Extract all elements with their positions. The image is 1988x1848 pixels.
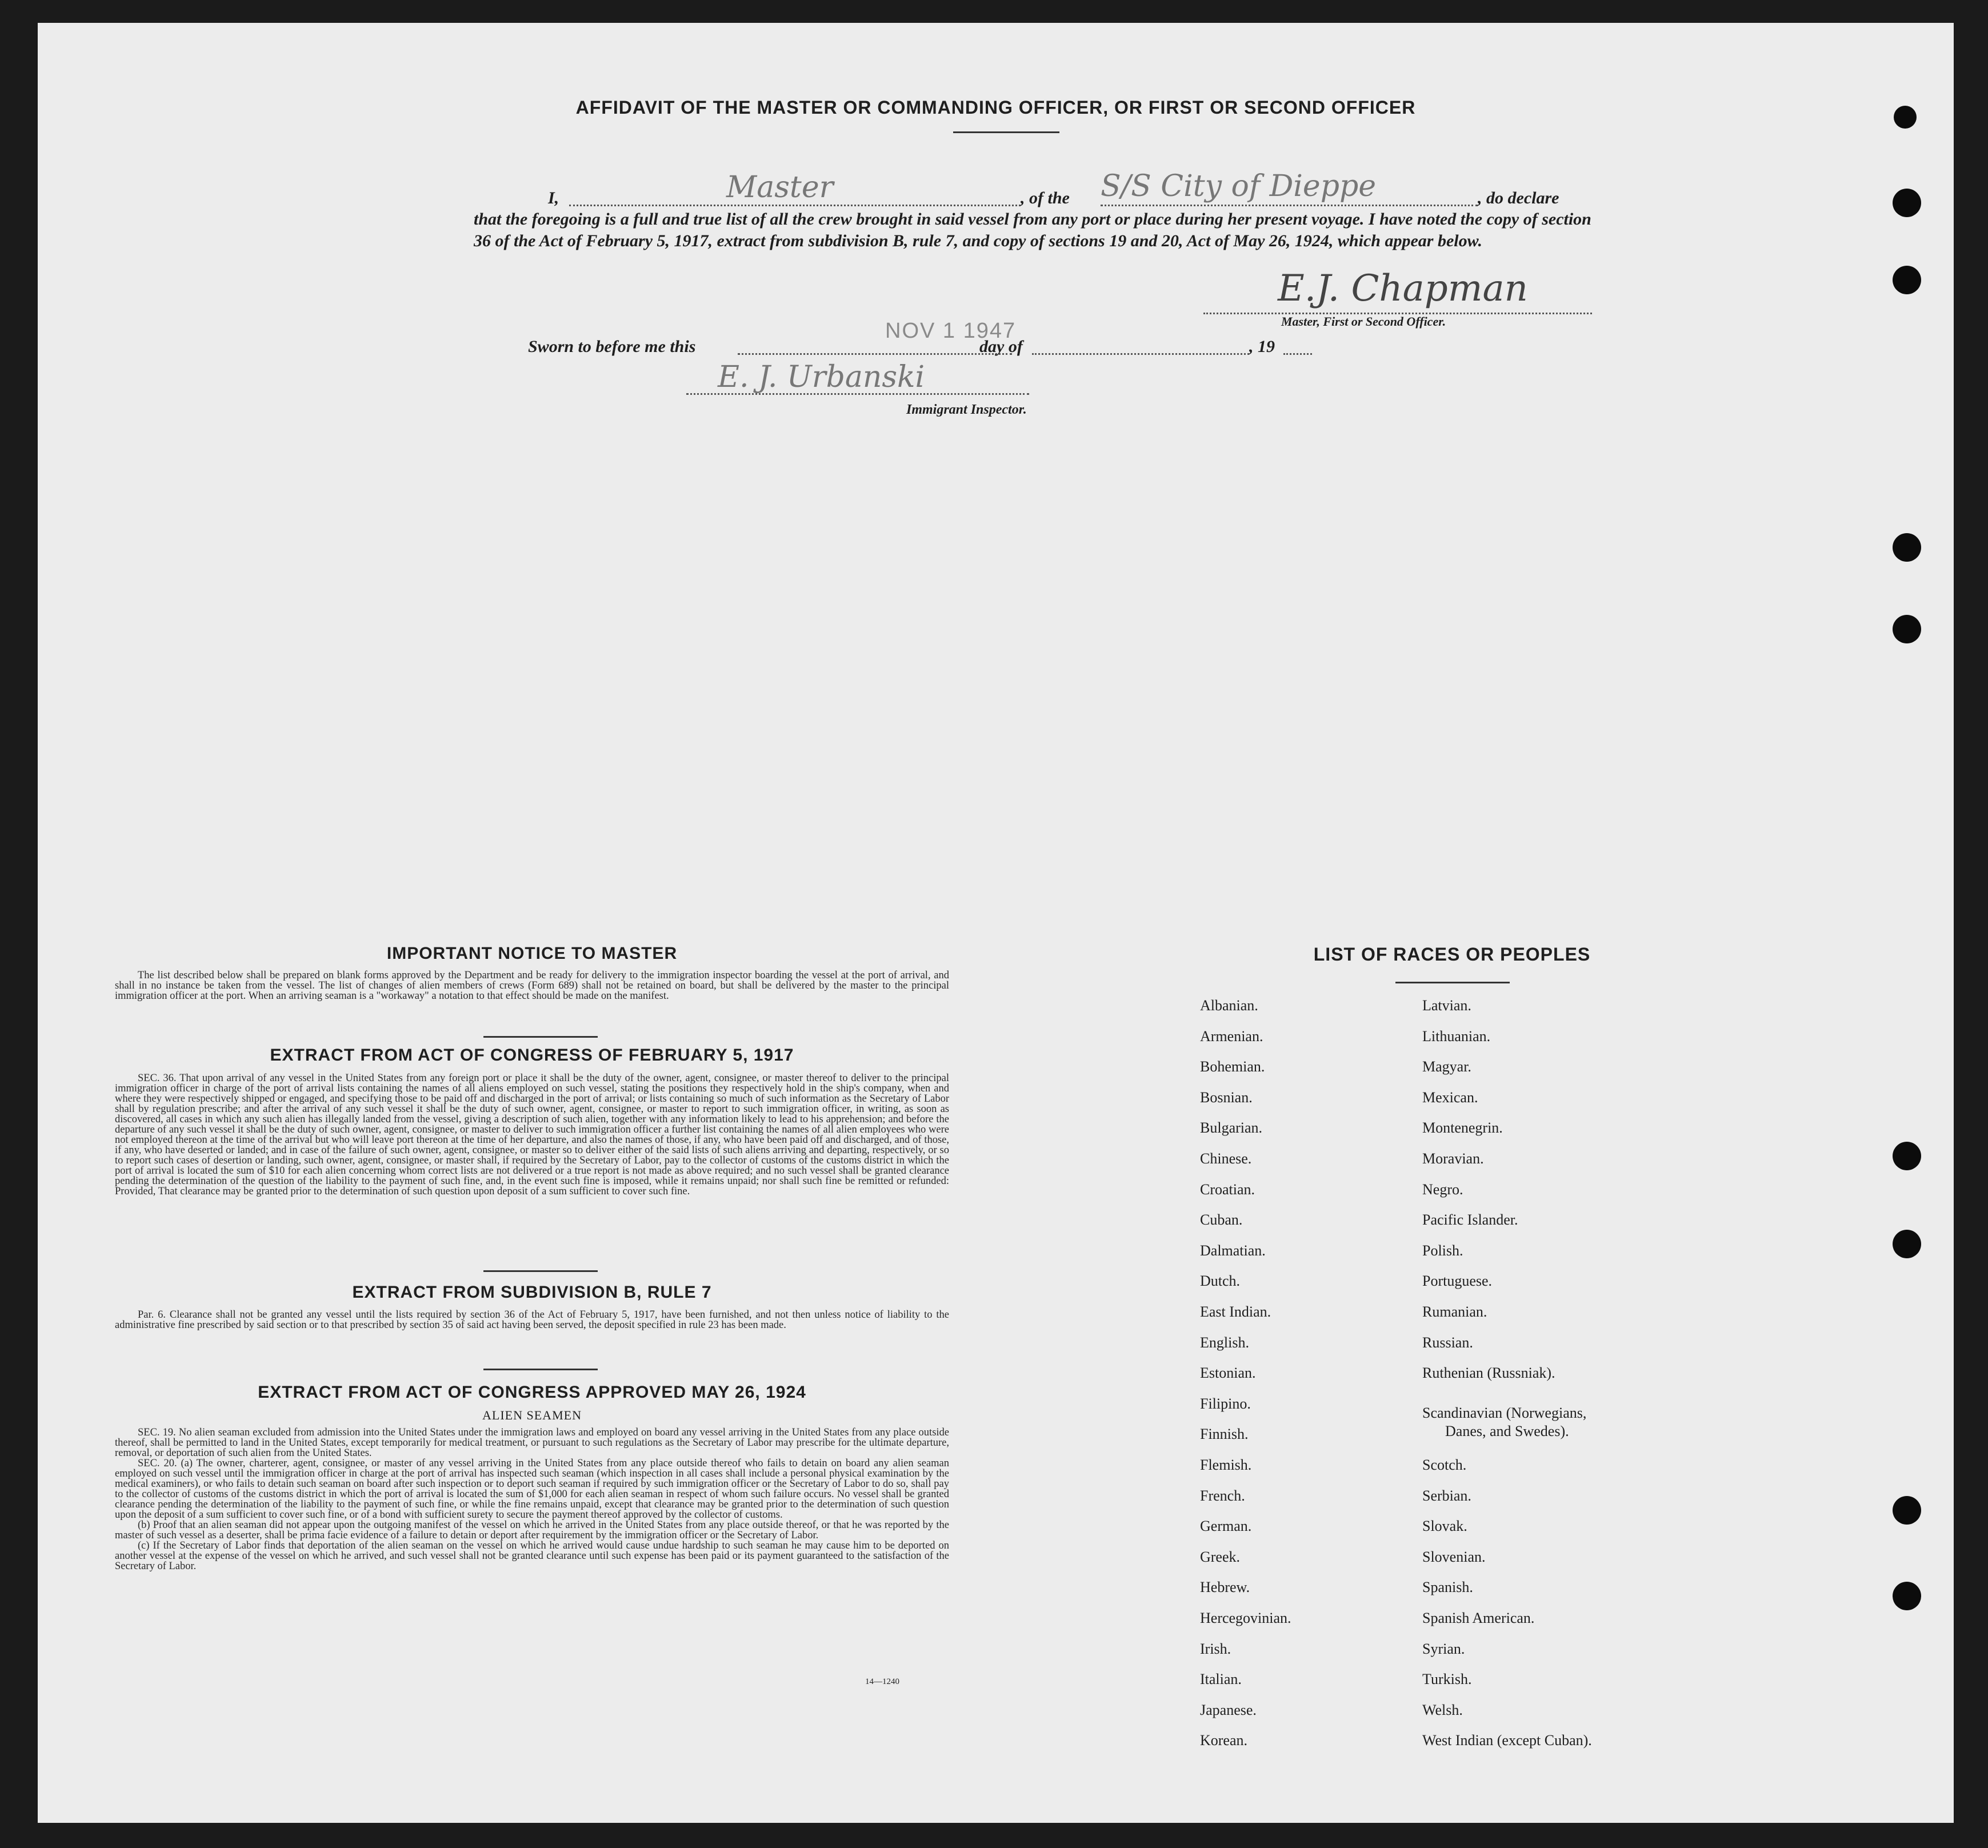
race-item: Turkish. xyxy=(1422,1671,1472,1687)
binder-hole xyxy=(1893,1230,1921,1258)
race-item: Croatian. xyxy=(1200,1181,1255,1198)
officer-signature: E.J. Chapman xyxy=(1278,267,1528,310)
race-item: Estonian. xyxy=(1200,1365,1256,1381)
race-item: Greek. xyxy=(1200,1549,1241,1565)
title-rule xyxy=(953,131,1059,133)
race-item: Korean. xyxy=(1200,1732,1248,1749)
sec-20c-paragraph: (c) If the Secretary of Labor finds that deportation of the alien seaman on the vessel on which he arrived would cause undue hardship to such seaman he may cause him to be deported on another vessel at the expense of the vessel on which he arrived, and such vessel shall not be granted clearance until such expense has been paid or its payment guaranteed to the satisfaction of the Secretary of Labor. xyxy=(115,1540,949,1572)
form-number: 14—1240 xyxy=(865,1677,899,1686)
race-item: Flemish. xyxy=(1200,1457,1252,1473)
sworn-label: Sworn to before me this xyxy=(528,337,696,356)
extract-1924-text xyxy=(115,1427,949,1571)
race-item: Albanian. xyxy=(1200,997,1258,1014)
race-item: Spanish American. xyxy=(1422,1610,1535,1626)
race-item: French. xyxy=(1200,1487,1245,1504)
race-item: Chinese. xyxy=(1200,1150,1252,1167)
race-item: Lithuanian. xyxy=(1422,1028,1491,1045)
extract-1924-title: EXTRACT FROM ACT OF CONGRESS APPROVED MAY 26, 1924 xyxy=(258,1383,806,1402)
i-label: I, xyxy=(548,189,559,207)
extract-1917-rule xyxy=(483,1270,598,1272)
race-item: Latvian. xyxy=(1422,997,1471,1014)
races-title: LIST OF RACES OR PEOPLES xyxy=(1313,944,1591,965)
race-item: Mexican. xyxy=(1422,1089,1478,1106)
race-item: Slovak. xyxy=(1422,1518,1467,1534)
races-rule xyxy=(1395,982,1510,983)
extract-1917-title: EXTRACT FROM ACT OF CONGRESS OF FEBRUARY 5, 1917 xyxy=(270,1046,794,1065)
race-item: Syrian. xyxy=(1422,1641,1465,1657)
race-item: Bosnian. xyxy=(1200,1089,1253,1106)
race-item: East Indian. xyxy=(1200,1303,1271,1320)
rule7-title: EXTRACT FROM SUBDIVISION B, RULE 7 xyxy=(352,1283,712,1302)
race-item: Scandinavian (Norwegians, xyxy=(1422,1405,1587,1421)
race-item: Serbian. xyxy=(1422,1487,1471,1504)
vessel-name-line xyxy=(1101,205,1478,206)
race-item: Finnish. xyxy=(1200,1426,1249,1442)
race-item: Pacific Islander. xyxy=(1422,1211,1518,1228)
race-item: English. xyxy=(1200,1334,1249,1351)
day-of-label: day of xyxy=(979,337,1023,356)
inspector-line xyxy=(686,393,1029,395)
race-item: Irish. xyxy=(1200,1641,1231,1657)
notice-rule xyxy=(483,1036,598,1038)
binder-hole xyxy=(1893,1142,1921,1170)
race-item: Italian. xyxy=(1200,1671,1242,1687)
extract-1917-text: SEC. 36. That upon arrival of any vessel in the United States from any foreign port or place it shall be the duty of the owner, agent, consignee, or master thereof to deliver to the principal immigration officer in charge of the port of arrival lists containing the names of all aliens employed on such vessel, stating the positions they respectively hold in the ship's company, when and where they were respectively shipped or engaged, and specifying those to be paid off and discharged in the port of arrival; or lists containing so much of such information as the Secretary of Labor shall by regulation prescribe; and after the arrival of any such vessel it shall be the duty of such owner, agent, consignee, or master to report to such immigration officer, in writing, as soon as discovered, all cases in which any such alien has illegally landed from the vessel, giving a description of such alien, together with any information likely to lead to his apprehension; and before the departure of any such vessel it shall be the duty of such owner, agent, consignee, or master to deliver to such immigration officer a further list containing the names of all alien employees who were not employed thereon at the time of the arrival but who will leave port thereon at the time of her departure, and also the names of those, if any, who have been paid off and discharged, and of those, if any, who have deserted or landed; and in case of the failure of such owner, agent, consignee, or master so to deliver either of the said lists of such aliens arriving and departing, respectively, or so to report such cases of desertion or landing, such owner, agent, consignee, or master shall, if required by the Secretary of Labor, pay to the collector of customs of the customs district in which the port of arrival is located the sum of $10 for each alien concerning whom correct lists are not delivered or a true report is not made as above required; and no such vessel shall be granted clearance pending the determination of the question of the liability to the payment of such fine, and, in the event such fine is imposed, while it remains unpaid; nor shall such fine be remitted or refunded: Provided, That clearance may be granted prior to the determination of such question upon deposit of a sum sufficient to cover such fine. xyxy=(115,1073,949,1197)
form-page xyxy=(38,23,1954,1823)
binder-hole xyxy=(1893,1496,1921,1525)
race-item: Dalmatian. xyxy=(1200,1242,1266,1259)
race-item: Slovenian. xyxy=(1422,1549,1486,1565)
notice-text: The list described below shall be prepared on blank forms approved by the Department and be ready for delivery to the immigration inspector boarding the vessel at the port of arrival, and shall in no instance be taken from the vessel. The list of changes of alien members of crews (Form 689) shall not be retained on board, but shall be delivered by the master to the principal immigration officer at the port. When an arriving seaman is a "workaway" a notation to that effect should be made on the manifest. xyxy=(115,970,949,1002)
race-item: German. xyxy=(1200,1518,1252,1534)
race-item: Cuban. xyxy=(1200,1211,1243,1228)
sec-19-paragraph: SEC. 19. No alien seaman excluded from admission into the United States under the immigration laws and employed on board any vessel arriving in the United States from any place outside thereof, shall be permitted to land in the United States, except temporarily for medical treatment, or pursuant to such regulations as the Secretary of Labor may prescribe for the ultimate departure, removal, or deportation of such alien from the United States. xyxy=(115,1427,949,1459)
race-item: Polish. xyxy=(1422,1242,1463,1259)
race-item: Hebrew. xyxy=(1200,1579,1250,1595)
binder-hole xyxy=(1893,266,1921,294)
notice-title: IMPORTANT NOTICE TO MASTER xyxy=(386,944,678,963)
race-item: Armenian. xyxy=(1200,1028,1263,1045)
race-item: Filipino. xyxy=(1200,1395,1251,1412)
race-item: Moravian. xyxy=(1422,1150,1484,1167)
vessel-handwriting: S/S City of Dieppe xyxy=(1101,169,1377,203)
race-item: Hercegovinian. xyxy=(1200,1610,1291,1626)
year-label: , 19 xyxy=(1249,337,1275,356)
inspector-signature: E. J. Urbanski xyxy=(718,360,925,394)
rule7-rule xyxy=(483,1369,598,1370)
officer-label: Master, First or Second Officer. xyxy=(1281,314,1446,329)
master-name-line xyxy=(569,205,1021,206)
binder-hole xyxy=(1893,189,1921,217)
date-stamp: NOV 1 1947 xyxy=(885,319,1017,343)
race-item: Spanish. xyxy=(1422,1579,1473,1595)
of-the-label: , of the xyxy=(1021,189,1070,207)
declare-label: , do declare xyxy=(1478,189,1559,207)
race-item: Scotch. xyxy=(1422,1457,1467,1473)
rule7-text: Par. 6. Clearance shall not be granted any vessel until the lists required by section 36 of the Act of February 5, 1917, have been furnished, and not then unless notice of liability to the administrative fine prescribed by said section or to that prescribed by section 35 of said act having been served, the deposit specified in rule 23 has been made. xyxy=(115,1309,949,1331)
race-item: Russian. xyxy=(1422,1334,1473,1351)
race-item: Magyar. xyxy=(1422,1058,1471,1075)
inspector-label: Immigrant Inspector. xyxy=(906,402,1027,417)
race-item: Danes, and Swedes). xyxy=(1445,1423,1569,1439)
master-handwriting: Master xyxy=(726,170,834,205)
race-item: Welsh. xyxy=(1422,1702,1463,1718)
race-item: Japanese. xyxy=(1200,1702,1257,1718)
race-item: Portuguese. xyxy=(1422,1273,1493,1289)
race-item: Rumanian. xyxy=(1422,1303,1487,1320)
alien-seamen-subtitle: ALIEN SEAMEN xyxy=(482,1408,582,1422)
race-item: Bulgarian. xyxy=(1200,1119,1263,1136)
race-item: Negro. xyxy=(1422,1181,1463,1198)
binder-hole xyxy=(1893,533,1921,562)
sec-20a-paragraph: SEC. 20. (a) The owner, charterer, agent, consignee, or master of any vessel arriving in the United States from any place outside thereof who fails to detain on board any alien seaman employed on such vessel until the immigration officer in charge at the port of arrival has inspected such seaman (which inspection in all cases shall include a personal physical examination by the medical examiners), or who fails to detain such seaman on board after such inspection or to deport such seaman if required by such immigration officer or the Secretary of Labor to do so, shall pay to the collector of customs of the customs district in which the port of arrival is located the sum of $1,000 for each alien seaman in respect of whom such failure occurs. No vessel shall be granted clearance pending the determination of the liability to the payment of such fine, or while the fine remains unpaid, except that clearance may be granted prior to the determination of such question upon the deposit of a sum sufficient to cover such fine, or of a bond with sufficient surety to secure the payment thereof approved by the collector of customs. xyxy=(115,1458,949,1521)
race-item: Dutch. xyxy=(1200,1273,1241,1289)
binder-hole xyxy=(1894,106,1917,129)
month-line xyxy=(1032,353,1249,355)
affidavit-title: AFFIDAVIT OF THE MASTER OR COMMANDING OFFICER, OR FIRST OR SECOND OFFICER xyxy=(575,97,1416,118)
year-line xyxy=(1283,353,1312,355)
sec-20b-paragraph: (b) Proof that an alien seaman did not appear upon the outgoing manifest of the vessel on which he arrived in the United States from any place outside thereof, or that he was reported by the master of such vessel as a deserter, shall be prima facie evidence of a failure to detain or deport after requirement by the immigration officer or the Secretary of Labor. xyxy=(115,1519,949,1541)
race-item: Montenegrin. xyxy=(1422,1119,1503,1136)
race-item: West Indian (except Cuban). xyxy=(1422,1732,1592,1749)
binder-hole xyxy=(1893,1582,1921,1610)
sworn-day-line xyxy=(738,353,1012,355)
binder-hole xyxy=(1893,615,1921,643)
affidavit-body: that the foregoing is a full and true list of all the crew brought in said vessel from any port or place during her present voyage. I have noted the copy of section 36 of the Act of February 5, 1917, extract from subdivision B, rule 7, and copy of sections 19 and 20, Act of May 26, 1924, which appear below. xyxy=(474,210,1591,250)
race-item: Bohemian. xyxy=(1200,1058,1265,1075)
race-item: Ruthenian (Russniak). xyxy=(1422,1365,1555,1381)
